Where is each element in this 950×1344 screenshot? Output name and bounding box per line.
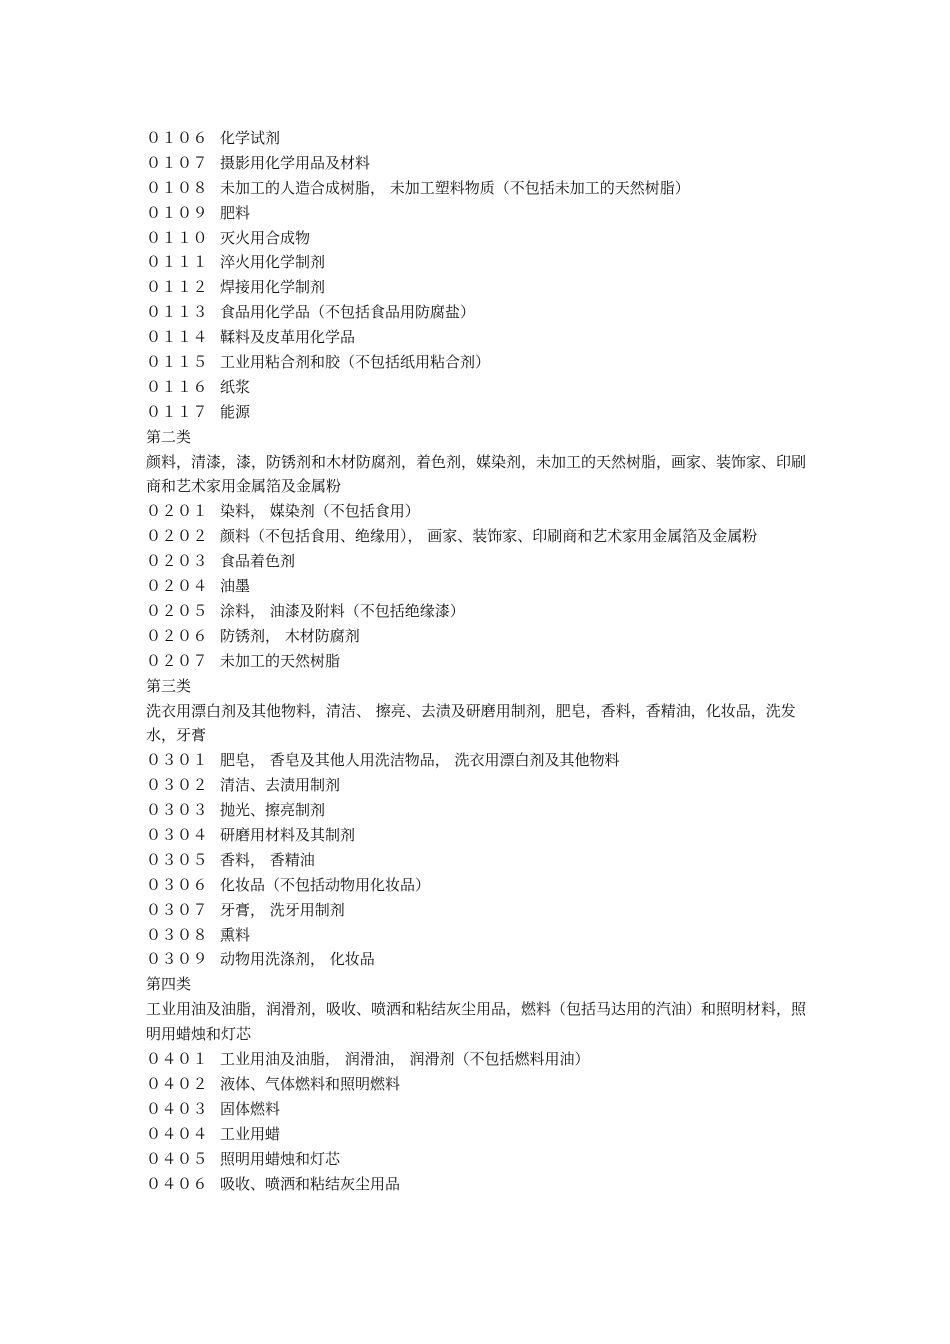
- list-item: [146, 1172, 814, 1197]
- item-description: 纸浆: [220, 377, 251, 396]
- item-description: 灭火用合成物: [220, 228, 311, 247]
- item-code: ０１１２: [146, 278, 209, 297]
- item-description: 颜料（不包括食用、绝缘用）， 画家、装饰家、印刷商和艺术家用金属箔及金属粉: [220, 527, 758, 546]
- item-description: 照明用蜡烛和灯芯: [220, 1149, 341, 1168]
- list-item: [146, 250, 814, 275]
- item-code: ０４０２: [146, 1074, 209, 1093]
- item-description: 清洁、去渍用制剂: [220, 776, 341, 795]
- list-item: [146, 126, 814, 151]
- list-item: [146, 848, 814, 873]
- item-code: ０４０５: [146, 1149, 209, 1168]
- list-item: [146, 649, 814, 674]
- list-item: [146, 823, 814, 848]
- item-code: ０１１０: [146, 228, 209, 247]
- item-description: 摄影用化学用品及材料: [220, 153, 371, 172]
- item-description: 焊接用化学制剂: [220, 278, 326, 297]
- category-heading: 第三类: [146, 676, 192, 695]
- document-page: [146, 126, 814, 1196]
- category-heading: 第四类: [146, 975, 192, 994]
- list-item: [146, 350, 814, 375]
- item-description: 防锈剂， 木材防腐剂: [220, 626, 360, 645]
- item-description: 涂料， 油漆及附料（不包括绝缘漆）: [220, 601, 465, 620]
- item-code: ０２０１: [146, 502, 209, 521]
- item-code: ０４０４: [146, 1124, 209, 1143]
- item-description: 肥皂， 香皂及其他人用洗洁物品， 洗衣用漂白剂及其他物料: [220, 751, 620, 770]
- item-description: 吸收、喷洒和粘结灰尘用品: [220, 1174, 401, 1193]
- list-item: [146, 400, 814, 425]
- item-code: ０１１７: [146, 402, 209, 421]
- item-description: 工业用油及油脂， 润滑油， 润滑剂（不包括燃料用油）: [220, 1050, 590, 1069]
- item-code: ０３０２: [146, 776, 209, 795]
- item-code: ０１１６: [146, 377, 209, 396]
- item-description: 淬火用化学制剂: [220, 253, 326, 272]
- list-item: [146, 226, 814, 251]
- category-description: 洗衣用漂白剂及其他物料，清洁、 擦亮、去渍及研磨用制剂，肥皂，香料，香精油，化妆品，洗发水，牙膏: [146, 701, 796, 745]
- item-description: 香料， 香精油: [220, 850, 315, 869]
- item-code: ０１１４: [146, 328, 209, 347]
- item-description: 牙膏， 洗牙用制剂: [220, 900, 345, 919]
- list-item: [146, 499, 814, 524]
- list-item: [146, 176, 814, 201]
- item-description: 食品着色剂: [220, 552, 296, 571]
- item-description: 化妆品（不包括动物用化妆品）: [220, 875, 431, 894]
- category-heading: 第二类: [146, 427, 192, 446]
- item-description: 染料， 媒染剂（不包括食用）: [220, 502, 420, 521]
- item-code: ０３０３: [146, 801, 209, 820]
- item-code: ０１１１: [146, 253, 209, 272]
- category-description: 工业用油及油脂，润滑剂，吸收、喷洒和粘结灰尘用品，燃料（包括马达用的汽油）和照明材料，照明用蜡烛和灯芯: [146, 1000, 807, 1044]
- list-item: [146, 524, 814, 549]
- item-code: ０３０７: [146, 900, 209, 919]
- list-item: [146, 275, 814, 300]
- list-item: [146, 1047, 814, 1072]
- item-description: 能源: [220, 402, 251, 421]
- item-code: ０３０１: [146, 751, 209, 770]
- list-item: [146, 151, 814, 176]
- list-item: [146, 898, 814, 923]
- item-description: 液体、气体燃料和照明燃料: [220, 1074, 401, 1093]
- item-description: 工业用蜡: [220, 1124, 281, 1143]
- list-item: [146, 923, 814, 948]
- list-item: [146, 201, 814, 226]
- list-item: [146, 1097, 814, 1122]
- item-description: 研磨用材料及其制剂: [220, 826, 356, 845]
- item-description: 鞣料及皮革用化学品: [220, 328, 356, 347]
- item-code: ０３０８: [146, 925, 209, 944]
- list-item: [146, 873, 814, 898]
- list-item: [146, 773, 814, 798]
- list-item: [146, 1072, 814, 1097]
- item-description: 抛光、擦亮制剂: [220, 801, 326, 820]
- item-code: ０２０２: [146, 527, 209, 546]
- list-item: [146, 1122, 814, 1147]
- item-code: ０２０３: [146, 552, 209, 571]
- item-code: ０１０９: [146, 203, 209, 222]
- list-item: [146, 574, 814, 599]
- item-code: ０１０７: [146, 153, 209, 172]
- item-code: ０１１５: [146, 353, 209, 372]
- item-code: ０３０５: [146, 850, 209, 869]
- item-description: 熏料: [220, 925, 251, 944]
- item-code: ０４０１: [146, 1050, 209, 1069]
- item-code: ０１０６: [146, 129, 209, 147]
- item-code: ０３０４: [146, 826, 209, 845]
- item-description: 动物用洗涤剂， 化妆品: [220, 950, 375, 969]
- item-code: ０４０６: [146, 1174, 209, 1193]
- item-code: ０２０６: [146, 626, 209, 645]
- list-item: [146, 375, 814, 400]
- list-item: [146, 624, 814, 649]
- list-item: [146, 1147, 814, 1172]
- list-item: [146, 300, 814, 325]
- list-item: [146, 599, 814, 624]
- list-item: [146, 549, 814, 574]
- item-description: 化学试剂: [220, 129, 281, 147]
- item-description: 固体燃料: [220, 1099, 281, 1118]
- list-item: [146, 947, 814, 972]
- item-code: ０４０３: [146, 1099, 209, 1118]
- item-description: 肥料: [220, 203, 251, 222]
- item-code: ０１１３: [146, 303, 209, 322]
- item-code: ０２０４: [146, 577, 209, 596]
- item-code: ０２０５: [146, 601, 209, 620]
- item-code: ０１０８: [146, 178, 209, 197]
- category-description: 颜料，清漆，漆，防锈剂和木材防腐剂，着色剂，媒染剂，未加工的天然树脂，画家、装饰家、印刷商和艺术家用金属箔及金属粉: [146, 452, 807, 496]
- list-item: [146, 798, 814, 823]
- list-item: [146, 325, 814, 350]
- item-description: 未加工的天然树脂: [220, 651, 341, 670]
- item-code: ０２０７: [146, 651, 209, 670]
- item-code: ０３０９: [146, 950, 209, 969]
- item-description: 未加工的人造合成树脂， 未加工塑料物质（不包括未加工的天然树脂）: [220, 178, 690, 197]
- list-item: [146, 748, 814, 773]
- item-code: ０３０６: [146, 875, 209, 894]
- item-description: 油墨: [220, 577, 251, 596]
- item-description: 工业用粘合剂和胶（不包括纸用粘合剂）: [220, 353, 491, 372]
- item-description: 食品用化学品（不包括食品用防腐盐）: [220, 303, 476, 322]
